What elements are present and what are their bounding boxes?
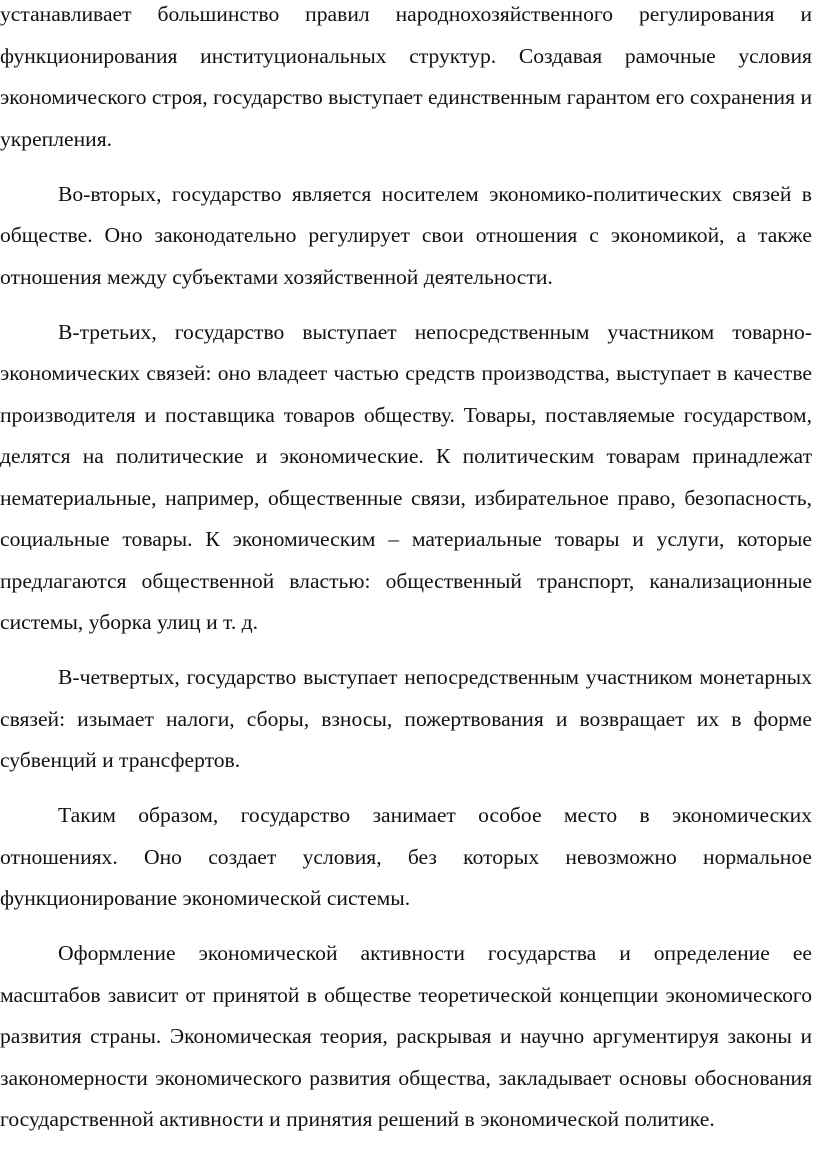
paragraph-theory: Оформление экономической активности государства и определение ее масштабов зависит от принятой в обществе теоретической концепции экономического развития страны. Экономическая теория, раскрывая и научно аргументируя законы и закономерности экономического развития общества, закладывает основы обоснования государственной активности и принятия решений в экономической политике.	[0, 941, 812, 1131]
paragraph-secondly: Во-вторых, государство является носителем экономико-политических связей в обществе. Оно законодательно регулирует свои отношения с экономикой, а также отношения между субъектами хозяйственной деятельности.	[0, 181, 812, 289]
paragraph-continuation: устанавливает большинство правил народнохозяйственного регулирования и функционирования институциональных структур. Создавая рамочные условия экономического строя, государство выступает единственным гарантом его сохранения и укрепления.	[0, 2, 812, 151]
paragraph-conclusion: Таким образом, государство занимает особое место в экономических отношениях. Оно создает условия, без которых невозможно нормальное функционирование экономической системы.	[0, 803, 812, 910]
paragraph-fourthly: В-четвертых, государство выступает непосредственным участником монетарных связей: изымает налоги, сборы, взносы, пожертвования и возвращает их в форме субвенций и трансфертов.	[0, 665, 812, 772]
paragraph-thirdly: В-третьих, государство выступает непосредственным участником товарно-экономических связей: оно владеет частью средств производства, выступает в качестве производителя и поставщика товаров обществу. Товары, поставляемые государством, делятся на политические и экономические. К политическим товарам принадлежат нематериальные, например, общественные связи, избирательное право, безопасность, социальные товары. К экономическим – материальные товары и услуги, которые предлагаются общественной властью: общественный транспорт, канализационные системы, уборка улиц и т. д.	[0, 319, 812, 634]
